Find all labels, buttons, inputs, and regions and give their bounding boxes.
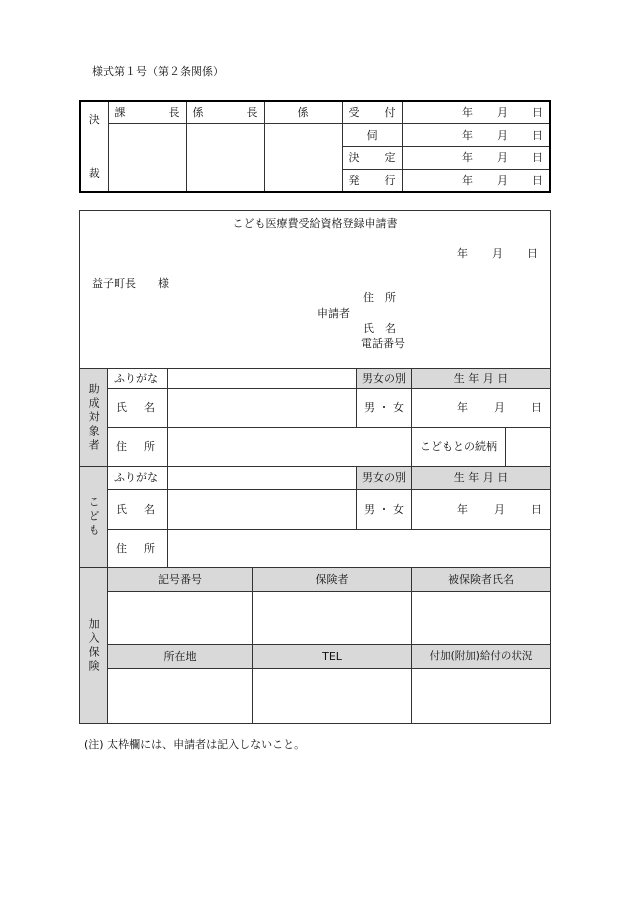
target-birth-label: 生 年 月 日 [412,369,551,389]
child-furigana-field[interactable] [168,467,357,490]
child-address-label: 住 所 [108,530,168,568]
insured-name-label: 被保険者氏名 [412,568,551,592]
target-relation-field[interactable] [506,428,551,467]
hakko-date[interactable]: 年 月 日 [402,169,550,192]
kettei-label: 決 定 [342,147,402,170]
target-gender-label: 男女の別 [357,369,412,389]
kacho-stamp[interactable] [108,124,186,192]
insurer-location-field[interactable] [108,669,253,724]
target-name-label: 氏 名 [108,389,168,428]
child-name-label: 氏 名 [108,490,168,530]
hakko-label: 発 行 [342,169,402,192]
child-birth-label: 生 年 月 日 [412,467,551,490]
child-gender-field[interactable]: 男 ・ 女 [357,490,412,530]
additional-benefit-field[interactable] [412,669,551,724]
form-title: こども医療費受給資格登録申請書 [232,217,398,230]
name-label: 氏 名 [363,322,396,335]
form-number: 様式第１号（第２条関係） [92,65,224,78]
approval-table [79,100,551,193]
applicant-label: 申請者 [317,307,350,320]
target-side-label: 助成対象者 [80,369,108,467]
child-furigana-label: ふりがな [108,467,168,490]
child-name-field[interactable] [168,490,357,530]
target-address-label: 住 所 [108,428,168,467]
approval-side-label: 決 裁 [80,101,108,192]
ukagai-date[interactable]: 年 月 日 [402,124,550,147]
insurance-symbol-number-label: 記号番号 [108,568,253,592]
ukagai-label: 伺 [342,124,402,147]
kakaricho-stamp[interactable] [186,124,264,192]
target-address-field[interactable] [168,428,412,467]
uketsuke-label: 受 付 [342,101,402,124]
additional-benefit-label: 付加(附加)給付の状況 [412,645,551,669]
target-relation-label: こどもとの続柄 [412,428,506,467]
application-date[interactable]: 年 月 日 [457,247,538,260]
target-gender-field[interactable]: 男 ・ 女 [357,389,412,428]
application-form [79,210,551,724]
kakari-stamp[interactable] [264,124,342,192]
address-label: 住 所 [363,291,396,304]
uketsuke-date[interactable]: 年 月 日 [402,101,550,124]
target-name-field[interactable] [168,389,357,428]
insurer-tel-field[interactable] [253,669,412,724]
insurer-location-label: 所在地 [108,645,253,669]
phone-label: 電話番号 [361,337,405,350]
kakaricho-header: 係 長 [186,101,264,124]
insurance-side-label: 加入保険 [80,568,108,724]
kakari-header: 係 [264,101,342,124]
addressee: 益子町長 様 [92,277,169,290]
target-furigana-label: ふりがな [108,369,168,389]
footnote: (注) 太枠欄には、申請者は記入しないこと。 [84,738,306,751]
child-birth-field[interactable]: 年 月 日 [412,490,551,530]
form-header [80,211,551,369]
child-gender-label: 男女の別 [357,467,412,490]
insurer-label: 保険者 [253,568,412,592]
child-side-label: こども [80,467,108,568]
insurer-field[interactable] [253,592,412,645]
kacho-header: 課 長 [108,101,186,124]
kettei-date[interactable]: 年 月 日 [402,147,550,170]
child-address-field[interactable] [168,530,551,568]
target-furigana-field[interactable] [168,369,357,389]
insured-name-field[interactable] [412,592,551,645]
insurer-tel-label: TEL [253,645,412,669]
target-birth-field[interactable]: 年 月 日 [412,389,551,428]
insurance-symbol-number-field[interactable] [108,592,253,645]
